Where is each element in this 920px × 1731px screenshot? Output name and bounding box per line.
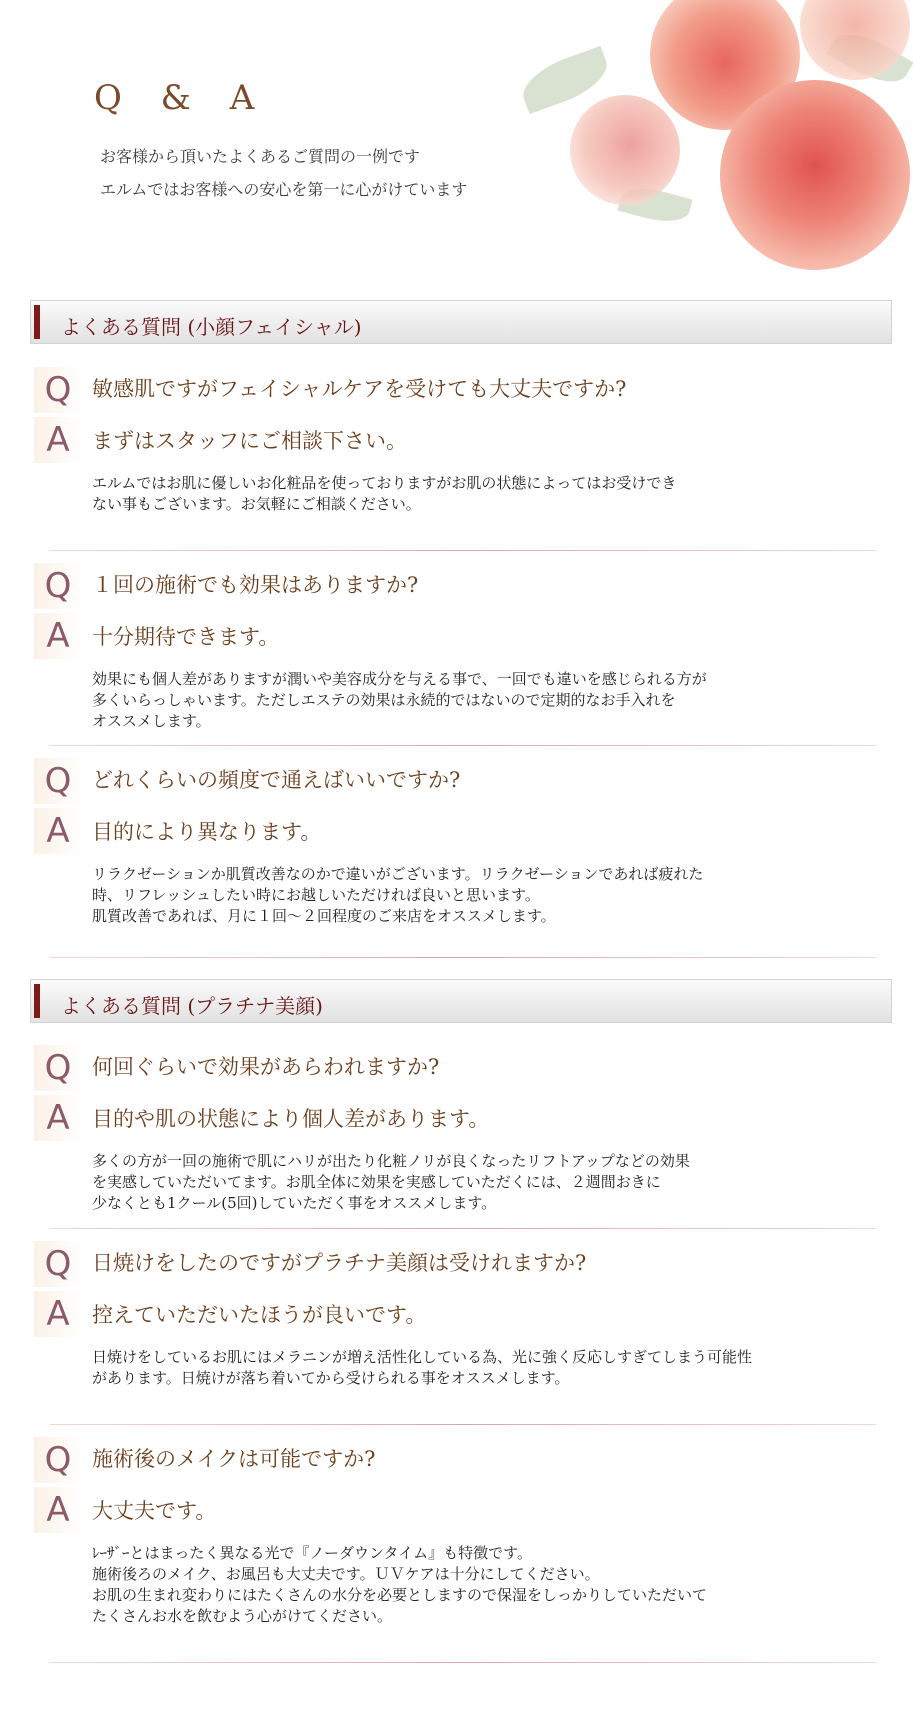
answer-body [92, 1151, 690, 1214]
intro-text [100, 140, 467, 206]
question-mark-icon: Q [34, 1241, 82, 1287]
divider [50, 550, 876, 551]
question-mark-icon: Q [34, 563, 82, 609]
page-header [0, 0, 920, 280]
body-line: ﾚｰｻﾞｰとはまったく異なる光で『ノーダウンタイム』も特徴です。 [92, 1544, 532, 1562]
divider [50, 745, 876, 746]
divider [50, 1662, 876, 1663]
intro-line: エルムではお客様への安心を第一に心がけています [100, 180, 468, 199]
question-text: 施術後のメイクは可能ですか? [92, 1447, 376, 1471]
body-line: リラクゼーションか肌質改善なのかで違いがございます。リラクゼーションであれば疲れた [92, 865, 704, 883]
answer-text: 目的により異なります。 [92, 820, 322, 844]
question-mark-icon: Q [34, 758, 82, 804]
intro-line: お客様から頂いたよくあるご質問の一例です [100, 147, 421, 166]
body-line: 時、リフレッシュしたい時にお越しいただければ良いと思います。 [92, 886, 540, 904]
answer-text: 大丈夫です。 [92, 1499, 217, 1523]
section-accent [34, 984, 40, 1018]
divider [50, 1424, 876, 1425]
answer-mark-icon: A [34, 417, 82, 463]
answer-mark-icon: A [34, 808, 82, 854]
answer-body [92, 473, 676, 515]
section-title: よくある質問 (小顔フェイシャル) [61, 315, 362, 339]
answer-mark-icon: A [34, 613, 82, 659]
question-mark-icon: Q [34, 1045, 82, 1091]
body-line: 肌質改善であれば、月に１回～２回程度のご来店をオススメします。 [92, 907, 556, 925]
body-line: 日焼けをしているお肌にはメラニンが増え活性化している為、光に強く反応しすぎてしまう可能性 [92, 1348, 753, 1366]
divider [50, 1228, 876, 1229]
body-line: お肌の生まれ変わりにはたくさんの水分を必要としますので保湿をしっかりしていただいて [92, 1586, 708, 1604]
body-line: があります。日焼けが落ち着いてから受けられる事をオススメします。 [92, 1369, 570, 1387]
answer-text: 十分期待できます。 [92, 625, 280, 649]
question-text: 日焼けをしたのですがプラチナ美顔は受けれますか? [92, 1251, 587, 1275]
answer-mark-icon: A [34, 1487, 82, 1533]
section-header-facial [30, 300, 892, 344]
page-title: Q & A [94, 78, 269, 118]
body-line: 効果にも個人差がありますが潤いや美容成分を与える事で、一回でも違いを感じられる方が [92, 670, 707, 688]
rose-decoration-image [500, 0, 920, 270]
body-line: 少なくとも1クール(5回)していただく事をオススメします。 [92, 1194, 497, 1212]
divider [50, 957, 876, 958]
question-mark-icon: Q [34, 367, 82, 413]
body-line: たくさんお水を飲むよう心がけてください。 [92, 1607, 393, 1625]
question-text: どれくらいの頻度で通えばいいですか? [92, 768, 461, 792]
section-title: よくある質問 (プラチナ美顔) [61, 994, 323, 1018]
section-header-platinum [30, 979, 892, 1023]
answer-mark-icon: A [34, 1291, 82, 1337]
answer-mark-icon: A [34, 1095, 82, 1141]
answer-body [92, 1347, 752, 1389]
answer-text: 控えていただいたほうが良いです。 [92, 1303, 427, 1327]
answer-text: 目的や肌の状態により個人差があります。 [92, 1107, 490, 1131]
body-line: オススメします。 [92, 712, 211, 730]
section-accent [34, 305, 40, 339]
question-mark-icon: Q [34, 1437, 82, 1483]
question-text: 敏感肌ですがフェイシャルケアを受けても大丈夫ですか? [92, 377, 627, 401]
body-line: 多くの方が一回の施術で肌にハリが出たり化粧ノリが良くなったリフトアップなどの効果 [92, 1152, 690, 1170]
body-line: を実感していただいてます。お肌全体に効果を実感していただくには、２週間おきに [92, 1173, 661, 1191]
answer-body [92, 864, 703, 927]
body-line: 施術後ろのメイク、お風呂も大丈夫です。ＵＶケアは十分にしてください。 [92, 1565, 600, 1583]
body-line: エルムではお肌に優しいお化粧品を使っておりますがお肌の状態によってはお受けでき [92, 474, 677, 492]
answer-body [92, 669, 707, 732]
question-text: 何回ぐらいで効果があらわれますか? [92, 1055, 440, 1079]
body-line: 多くいらっしゃいます。ただしエステの効果は永続的ではないので定期的なお手入れを [92, 691, 676, 709]
answer-text: まずはスタッフにご相談下さい。 [92, 429, 407, 453]
question-text: １回の施術でも効果はありますか? [92, 573, 419, 597]
body-line: ない事もございます。お気軽にご相談ください。 [92, 495, 421, 513]
answer-body [92, 1543, 707, 1627]
